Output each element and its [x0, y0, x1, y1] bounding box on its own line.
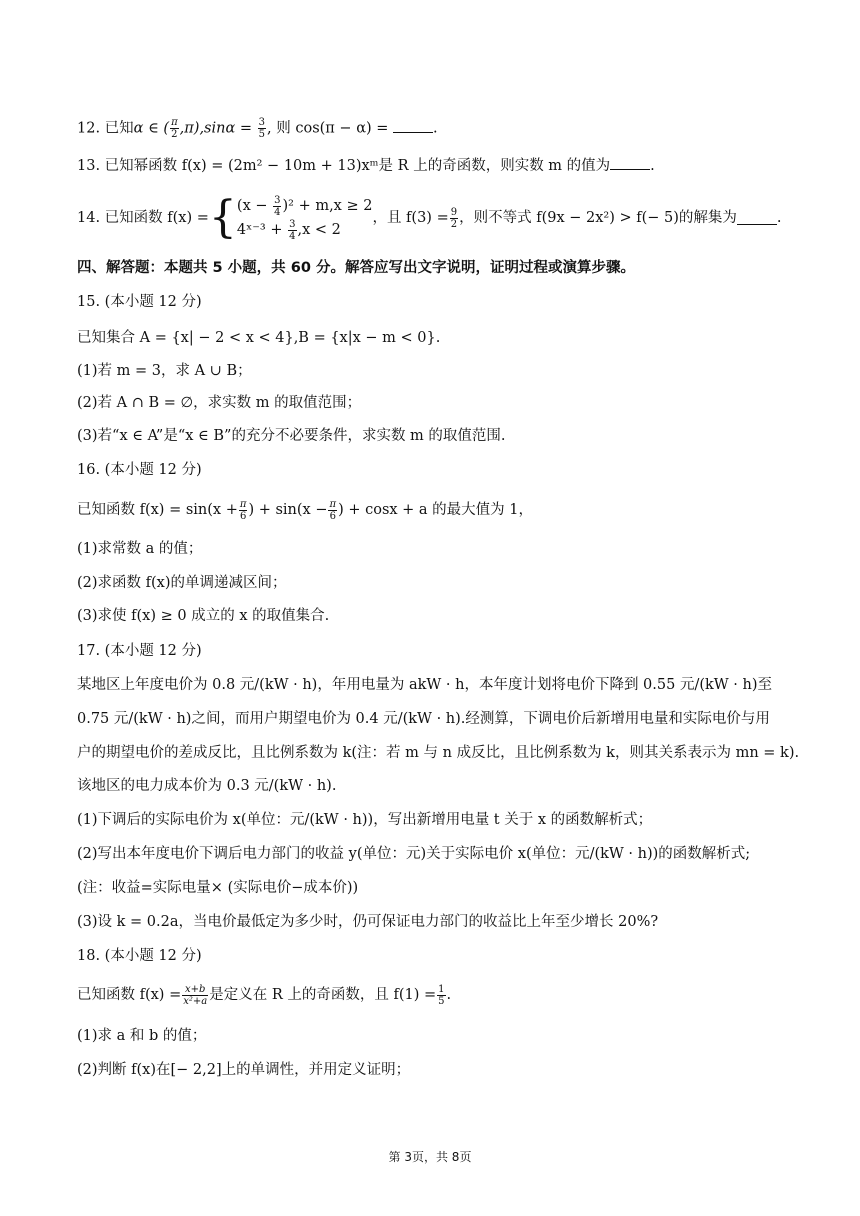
fraction-denominator: 2	[450, 218, 458, 230]
q13-text: 13. 已知幂函数 f(x) = (2m² − 10m + 13)xᵐ是 R 上的奇函数，则实数 m 的值为	[77, 158, 611, 174]
section-heading: 四、解答题：本题共 5 小题，共 60 分。解答应写出文字说明，证明过程或演算步骤。	[77, 260, 635, 276]
fraction-numerator: π	[329, 498, 337, 510]
q16-fraction-pi-6-b	[328, 499, 337, 522]
fraction-numerator: 3	[289, 218, 296, 230]
question-13	[77, 156, 655, 176]
q12-fraction-pi-2	[170, 117, 179, 140]
q18-stem-end: .	[446, 987, 452, 1003]
q18-value-fraction	[437, 984, 445, 1007]
q12-text: 已知	[104, 120, 134, 137]
fraction-numerator: x+b	[182, 984, 208, 996]
page-footer: 第 3页，共 8页	[388, 1150, 472, 1164]
q17-line-3: 户的期望电价的差成反比，且比例系数为 k(注：若 m 与 n 成反比，且比例系数为 k，则其关系表示为 mn = k).	[77, 745, 800, 761]
q17-note: (注：收益=实际电量× (实际电价−成本价))	[77, 880, 359, 896]
fraction-numerator: 3	[274, 194, 281, 206]
q18-stem-part-1: 已知函数 f(x) =	[77, 987, 182, 1003]
fraction-numerator: π	[171, 117, 178, 128]
q12-question: , 则 cos(π − α) =	[267, 120, 394, 137]
fraction-denominator: 2	[171, 129, 178, 140]
case-2-part-a: 4ˣ⁻³ +	[236, 222, 288, 238]
q17-line-1: 某地区上年度电价为 0.8 元/(kW · h)，年用电量为 akW · h，本年度计划将电价下降到 0.55 元/(kW · h)至	[77, 677, 772, 693]
fraction-numerator: 9	[450, 206, 458, 218]
answer-blank	[737, 212, 777, 225]
q16-stem-part-3: ) + cosx + a 的最大值为 1，	[338, 502, 534, 518]
q15-part-3: (3)若“x ∈ A”是“x ∈ B”的充分不必要条件，求实数 m 的取值范围.	[77, 428, 506, 444]
q16-part-1: (1)求常数 a 的值；	[77, 541, 203, 557]
q17-heading: 17. (本小题 12 分)	[77, 643, 202, 659]
answer-blank	[393, 120, 433, 133]
q18-stem	[77, 980, 451, 1010]
question-14	[77, 193, 782, 243]
piecewise-cases	[237, 194, 373, 242]
fraction-denominator: 4	[274, 206, 281, 218]
q16-stem-part-1: 已知函数 f(x) = sin(x +	[77, 502, 238, 518]
answer-blank	[610, 157, 650, 170]
fraction-numerator: 1	[438, 983, 445, 995]
q16-stem	[77, 495, 533, 525]
q14-question: ，则不等式 f(9x − 2x²) > f(− 5)的解集为	[459, 210, 737, 226]
q12-condition-2: ,π),sinα =	[179, 120, 257, 137]
q12-fraction-3-5	[258, 117, 266, 140]
q17-part-1: (1)下调后的实际电价为 x(单位：元/(kW · h))，写出新增用电量 t 关于 x 的函数解析式；	[77, 812, 653, 828]
q18-stem-part-2: 是定义在 R 上的奇函数，且 f(1) =	[209, 987, 437, 1003]
q14-end: .	[776, 210, 782, 226]
q17-part-2: (2)写出本年度电价下调后电力部门的收益 y(单位：元)关于实际电价 x(单位：元/(kW · h))的函数解析式;	[77, 846, 751, 862]
q17-line-4: 该地区的电力成本价为 0.3 元/(kW · h).	[77, 778, 337, 794]
question-12	[77, 117, 438, 140]
fraction-denominator: 5	[258, 129, 266, 140]
q15-stem: 已知集合 A = {x| − 2 < x < 4},B = {x|x − m < 0}.	[77, 330, 441, 346]
q17-line-2: 0.75 元/(kW · h)之间，而用户期望电价为 0.4 元/(kW · h).经测算，下调电价后新增用电量和实际电价与用	[77, 711, 770, 727]
q14-condition: ，且 f(3) =	[372, 210, 449, 226]
case-1-fraction	[273, 195, 281, 218]
q15-part-1: (1)若 m = 3，求 A ∪ B；	[77, 363, 252, 379]
q12-number: 12.	[77, 120, 105, 137]
q16-part-3: (3)求使 f(x) ≥ 0 成立的 x 的取值集合.	[77, 608, 330, 624]
piecewise-case-2	[237, 218, 373, 242]
piecewise-case-1	[237, 194, 373, 218]
q14-prefix: 14. 已知函数 f(x) =	[77, 210, 209, 226]
q12-condition: α ∈ (	[133, 120, 170, 137]
case-2-fraction	[288, 219, 296, 242]
q15-heading: 15. (本小题 12 分)	[77, 294, 202, 310]
case-1-part-b: )² + m,x ≥ 2	[282, 198, 373, 214]
case-2-part-b: ,x < 2	[297, 222, 341, 238]
q16-fraction-pi-6-a	[239, 499, 248, 522]
fraction-denominator: x²+a	[183, 995, 208, 1007]
q18-part-1: (1)求 a 和 b 的值；	[77, 1028, 207, 1044]
q16-heading: 16. (本小题 12 分)	[77, 462, 202, 478]
piecewise-brace: {	[208, 192, 237, 243]
q13-end: .	[650, 158, 655, 174]
fraction-denominator: 5	[438, 995, 445, 1007]
q18-function-fraction	[182, 984, 208, 1007]
fraction-denominator: 4	[289, 230, 296, 242]
q17-part-3: (3)设 k = 0.2a，当电价最低定为多少时，仍可保证电力部门的收益比上年至少增长 20%?	[77, 914, 659, 930]
fraction-denominator: 6	[329, 510, 336, 522]
q16-part-2: (2)求函数 f(x)的单调递减区间；	[77, 575, 287, 591]
case-1-part-a: (x −	[236, 198, 273, 214]
q12-end: .	[433, 120, 438, 137]
fraction-denominator: 6	[239, 510, 247, 522]
q18-heading: 18. (本小题 12 分)	[77, 948, 202, 964]
q16-stem-part-2: ) + sin(x −	[248, 502, 328, 518]
fraction-numerator: π	[239, 498, 247, 510]
q15-part-2: (2)若 A ∩ B = ∅，求实数 m 的取值范围；	[77, 395, 362, 411]
q18-part-2: (2)判断 f(x)在[− 2,2]上的单调性，并用定义证明；	[77, 1062, 411, 1078]
q14-fraction-9-2	[450, 207, 458, 230]
fraction-numerator: 3	[258, 117, 266, 128]
